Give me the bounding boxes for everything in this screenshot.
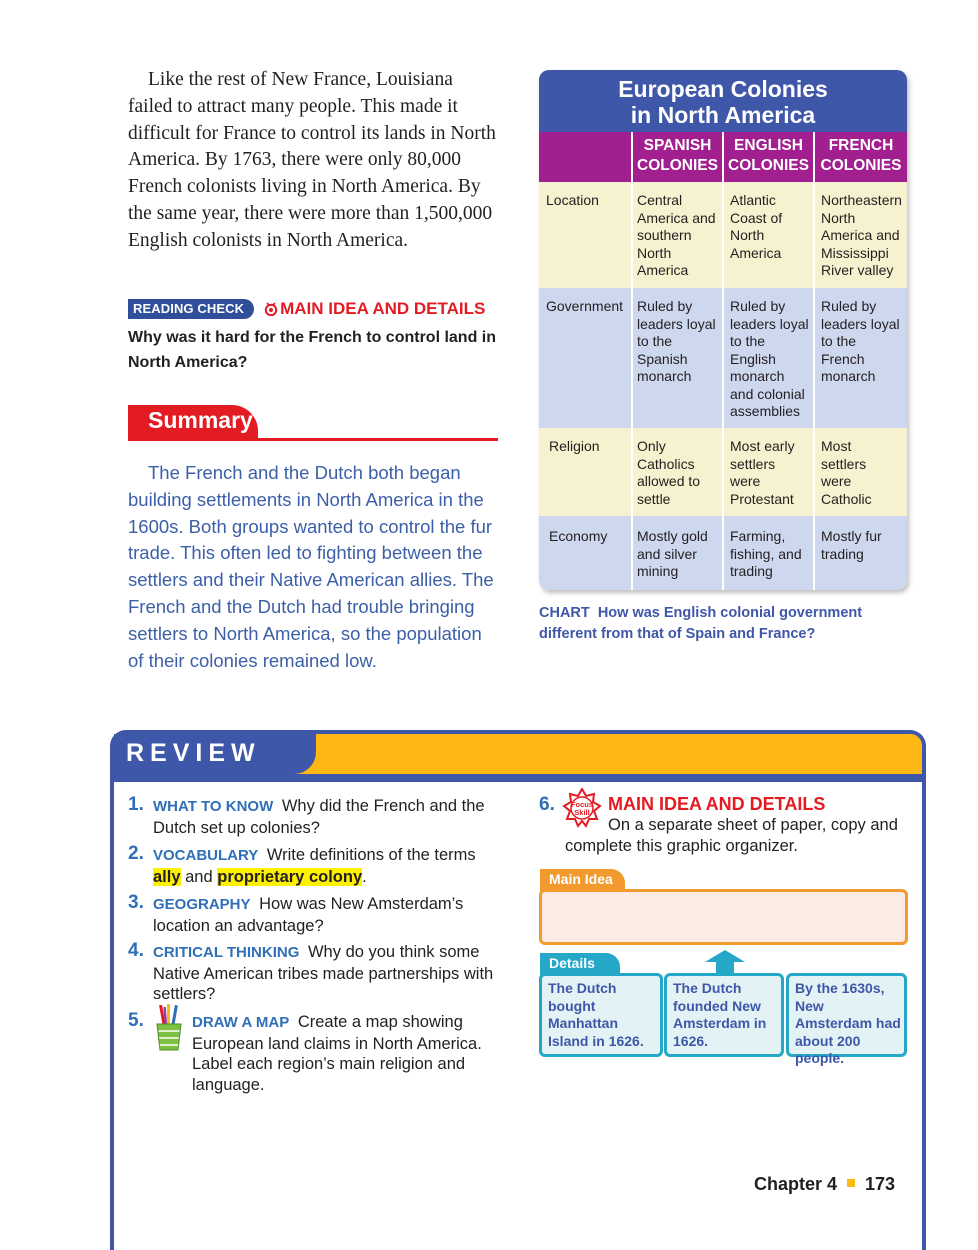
col-spanish-line1: SPANISH [643,137,712,154]
detail-text-2: The Dutch founded New Amsterdam in 1626. [673,980,767,1049]
review-header-accent [288,734,922,774]
page-footer [754,1174,895,1195]
q1-key: WHAT TO KNOW [153,798,274,815]
cell-government-spanish: Ruled by leaders loyal to the Spanish monarch [637,298,716,384]
q2-text [153,845,498,887]
footer-page-number: 173 [865,1174,896,1194]
chart-caption-key: CHART [539,605,590,621]
row-label-location: Location [546,192,599,208]
q6-number: 6. [539,794,555,815]
chart-divider-1 [631,132,633,590]
q3-text [153,894,498,936]
chart-title-line2: in North America [630,102,816,128]
col-spanish-line2: COLONIES [637,157,718,174]
main-idea-box [539,889,908,945]
q5-number: 5. [128,1010,144,1031]
cell-economy-spanish: Mostly gold and silver mining [637,528,708,579]
q1-text [153,796,498,838]
cell-location-spanish: Central America and southern North America [637,192,716,278]
review-underbar [114,774,922,782]
body-paragraph: Like the rest of New France, Louisiana failed to attract many people. This made it difficult for France to control its lands in North America. By 1763, there were only 80,000 French colonists living in North America. By the same year, there were more than 1,500,000 English colonists in North America. [128,69,496,251]
chart-title-line1: European Colonies [618,76,828,102]
target-icon [264,302,278,316]
q4-number: 4. [128,940,144,961]
footer-chapter: Chapter 4 [754,1174,838,1194]
pencil-cup-icon [152,1004,186,1052]
main-idea-label: Main Idea [549,871,613,887]
summary-rule [128,438,498,441]
chart-divider-2 [722,132,724,590]
cell-religion-french: Most settlers were Catholic [821,438,872,507]
detail-text-3: By the 1630s, New Amsterdam had about 200 people. [795,980,901,1066]
cell-economy-french: Mostly fur trading [821,528,882,562]
q3-number: 3. [128,892,144,913]
cell-government-french: Ruled by leaders loyal to the French monarch [821,298,900,384]
q2-key: VOCABULARY [153,847,259,864]
q6-text: On a separate sheet of paper, copy and complete this graphic organizer. [565,816,898,855]
row-label-economy: Economy [549,528,608,544]
review-title: REVIEW [126,739,261,767]
cell-economy-english: Farming, fishing, and trading [730,528,802,579]
q2-end: . [362,867,367,886]
q4-key: CRITICAL THINKING [153,944,300,961]
col-french-line2: COLONIES [820,157,902,174]
q2-number: 2. [128,843,144,864]
summary-text: The French and the Dutch both began building settlements in North America in the 1600s. Both groups wanted to control the fur trade. This often led to fighting between the settlers and their Native American allies. The French and the Dutch had trouble bringing settlers to North America, so the population of their colonies remained low. [128,462,494,671]
q2-term-proprietary: proprietary colony [217,867,363,886]
col-english-line1: ENGLISH [734,137,803,154]
q5-question: Create a map showing European land claims in North America. Label each region’s main religion and language. [192,1013,482,1094]
cell-location-english: Atlantic Coast of North America [730,192,783,261]
footer-square-icon [847,1179,855,1187]
row-label-government: Government [546,298,624,314]
chart-col-english [724,136,813,176]
arrow-up-icon [704,949,746,975]
q6-title: MAIN IDEA AND DETAILS [608,794,826,814]
reading-check-question: Why was it hard for the French to control land in North America? [128,329,497,371]
cell-location-french: Northeastern North America and Mississippi River valley [821,192,902,278]
chart-col-spanish [633,136,722,176]
q1-number: 1. [128,794,144,815]
reading-check-header [128,298,485,320]
cell-government-english: Ruled by leaders loyal to the English monarch and colonial assemblies [730,298,809,419]
row-label-religion: Religion [549,438,600,454]
details-label: Details [549,955,595,971]
chart-caption [539,603,909,645]
q2-pre: Write definitions of the terms [266,846,476,864]
q3-key: GEOGRAPHY [153,896,251,913]
q4-question: Why do you think some Native American tribes made partnerships with settlers? [153,943,494,1003]
focus-badge-line1: Focus [570,800,594,809]
q2-term-ally: ally [153,867,181,886]
q4-text [153,942,498,1005]
cell-religion-english: Most early settlers were Protestant [730,438,795,507]
col-english-line2: COLONIES [728,157,809,174]
q1-question: Why did the French and the Dutch set up colonies? [153,797,485,837]
detail-text-1: The Dutch bought Manhattan Island in 1626. [548,980,644,1049]
col-french-line1: FRENCH [828,137,894,154]
focus-badge-line2: Skill [574,808,590,817]
q2-mid: and [185,867,213,886]
summary-title: Summary [148,407,253,433]
q3-question: How was New Amsterdam’s location an advantage? [153,895,464,935]
chart-title [539,76,907,128]
colonies-chart [539,70,907,590]
q5-text-first [192,1012,498,1095]
q5-key: DRAW A MAP [192,1014,290,1031]
chart-col-french [815,136,907,176]
chart-corner-header [539,132,633,182]
chart-divider-3 [813,132,815,590]
reading-check-badge: READING CHECK [128,299,254,319]
chart-caption-text: How was English colonial government different from that of Spain and France? [539,605,863,642]
reading-check-title: MAIN IDEA AND DETAILS [280,299,486,318]
cell-religion-spanish: Only Catholics allowed to settle [637,438,701,507]
